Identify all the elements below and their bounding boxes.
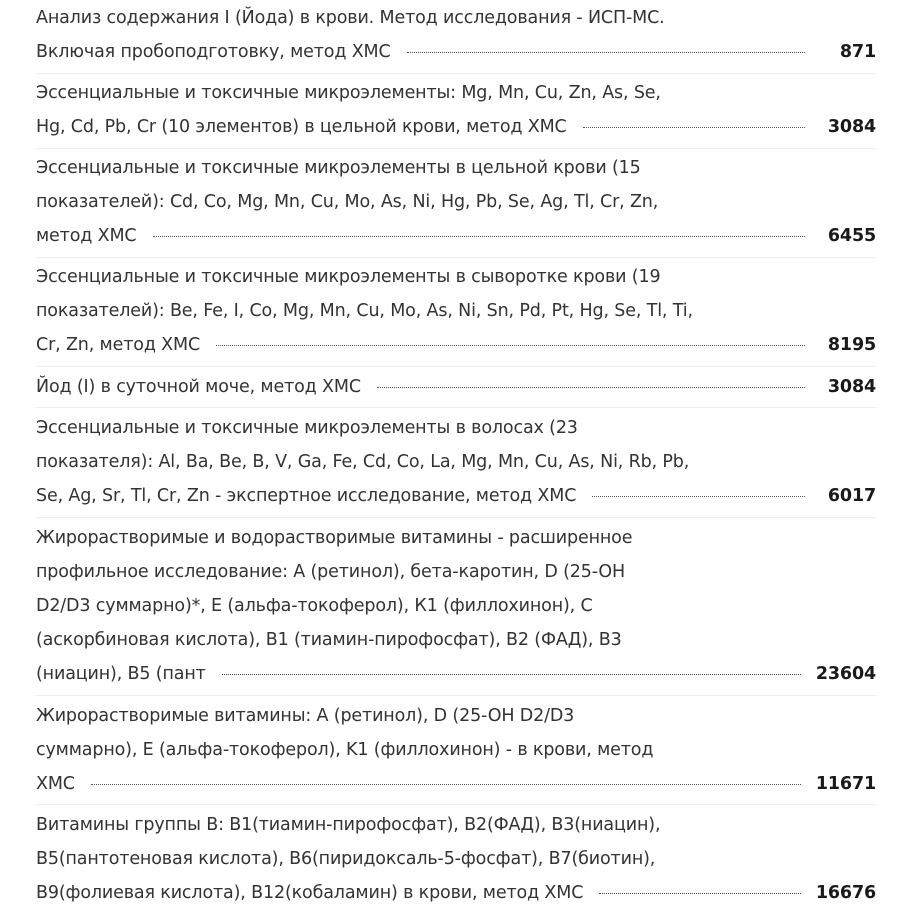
dotted-leader [583, 127, 805, 128]
service-item-vitamins-extended[interactable] [36, 521, 876, 691]
service-name-line: В5(пантотеновая кислота), В6(пиридоксаль-5-фосфат), В7(биотин), [36, 849, 656, 869]
service-name-line: Жирорастворимые и водорастворимые витамины - расширенное [36, 528, 633, 548]
service-price: 8195 [827, 335, 876, 355]
service-name-line: Эссенциальные и токсичные микроэлементы в цельной крови (15 [36, 158, 641, 178]
service-price-row [36, 370, 876, 404]
service-price-row [36, 479, 876, 513]
service-item-iodine-blood[interactable] [36, 1, 876, 69]
dotted-leader [216, 345, 805, 346]
service-item-microelements-hair[interactable] [36, 411, 876, 513]
service-item-fat-soluble-vitamins[interactable] [36, 699, 876, 801]
service-price: 6455 [827, 226, 876, 246]
dotted-leader [153, 236, 806, 237]
service-price: 3084 [827, 377, 876, 397]
service-name-line: (аскорбиновая кислота), В1 (тиамин-пирофосфат), В2 (ФАД), В3 [36, 630, 622, 650]
service-name-line: Hg, Cd, Pb, Cr (10 элементов) в цельной крови, метод ХМС [36, 117, 567, 137]
dotted-leader [91, 784, 801, 785]
service-name-line: Эссенциальные и токсичные микроэлементы: Mg, Mn, Cu, Zn, As, Se, [36, 83, 661, 103]
divider [36, 695, 876, 696]
divider [36, 366, 876, 367]
dotted-leader [592, 496, 805, 497]
service-price: 6017 [827, 486, 876, 506]
service-name-line: показателей): Cd, Co, Mg, Mn, Cu, Mo, As, Ni, Hg, Pb, Se, Ag, Tl, Cr, Zn, [36, 192, 659, 212]
service-price-row [36, 328, 876, 362]
dotted-leader [377, 387, 805, 388]
divider [36, 73, 876, 74]
service-item-vitamins-b[interactable] [36, 808, 876, 910]
service-name-line: Йод (I) в суточной моче, метод ХМС [36, 377, 361, 397]
service-item-microelements-15[interactable] [36, 151, 876, 253]
service-name-line: показателя): Al, Ba, Be, B, V, Ga, Fe, Cd, Co, La, Mg, Mn, Cu, As, Ni, Rb, Pb, [36, 452, 690, 472]
service-name-line: Анализ содержания I (Йода) в крови. Метод исследования - ИСП-МС. [36, 8, 665, 28]
service-name-line: Se, Ag, Sr, Tl, Cr, Zn - экспертное исследование, метод ХМС [36, 486, 577, 506]
dotted-leader [407, 52, 805, 53]
service-name-line: Эссенциальные и токсичные микроэлементы в волосах (23 [36, 418, 578, 438]
service-item-microelements-19-serum[interactable] [36, 260, 876, 362]
service-price: 871 [839, 42, 876, 62]
divider [36, 148, 876, 149]
service-price: 23604 [815, 664, 876, 684]
service-name-line: Жирорастворимые витамины: A (ретинол), D (25-OH D2/D3 [36, 706, 575, 726]
service-price: 16676 [815, 883, 876, 903]
service-item-microelements-10[interactable] [36, 76, 876, 144]
service-name-line: D2/D3 суммарно)*, E (альфа-токоферол), К1 (филлохинон), С [36, 596, 593, 616]
service-price-row [36, 876, 876, 910]
service-name-line: суммарно), E (альфа-токоферол), K1 (филлохинон) - в крови, метод [36, 740, 654, 760]
service-name-line: Cr, Zn, метод ХМС [36, 335, 201, 355]
dotted-leader [222, 674, 801, 675]
service-name-line: ХМС [36, 774, 75, 794]
divider [36, 517, 876, 518]
service-price-row [36, 767, 876, 801]
divider [36, 257, 876, 258]
service-price-row [36, 35, 876, 69]
service-item-iodine-urine[interactable] [36, 370, 876, 404]
service-name-line: показателей): Be, Fe, I, Co, Mg, Mn, Cu, Mo, As, Ni, Sn, Pd, Pt, Hg, Se, Tl, Ti, [36, 301, 693, 321]
service-name-line: Включая пробоподготовку, метод ХМС [36, 42, 391, 62]
service-price: 3084 [827, 117, 876, 137]
service-price: 11671 [815, 774, 876, 794]
service-name-line: метод ХМС [36, 226, 137, 246]
dotted-leader [599, 893, 801, 894]
service-name-line: Эссенциальные и токсичные микроэлементы в сыворотке крови (19 [36, 267, 661, 287]
service-name-line: Витамины группы В: В1(тиамин-пирофосфат), В2(ФАД), В3(ниацин), [36, 815, 661, 835]
divider [36, 407, 876, 408]
divider [36, 804, 876, 805]
service-price-row [36, 657, 876, 691]
service-name-line: В9(фолиевая кислота), В12(кобаламин) в крови, метод ХМС [36, 883, 584, 903]
service-price-row [36, 219, 876, 253]
service-name-line: (ниацин), В5 (пант [36, 664, 206, 684]
service-name-line: профильное исследование: A (ретинол), бета-каротин, D (25-OH [36, 562, 626, 582]
service-price-row [36, 110, 876, 144]
